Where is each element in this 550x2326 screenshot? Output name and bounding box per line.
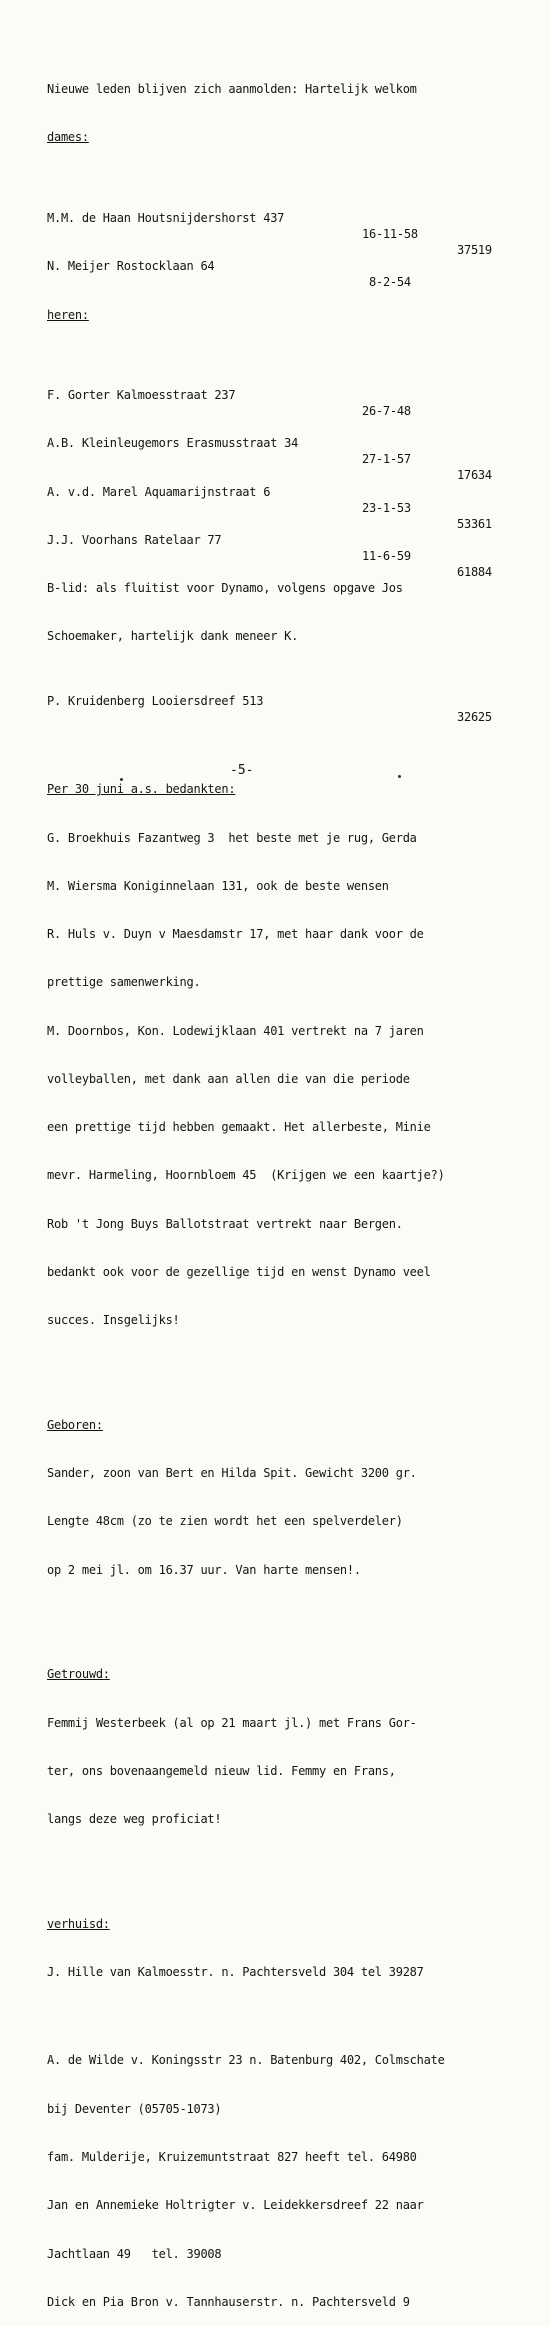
blid-line: Schoemaker, hartelijk dank meneer K. [47, 629, 299, 644]
geboren-heading: Geboren: [47, 1417, 103, 1432]
paragraph-line: R. Huls v. Duyn v Maesdamstr 17, met haar dank voor de [47, 927, 424, 942]
member-name: J.J. Voorhans Ratelaar 77 [47, 532, 222, 547]
paragraph-line: Jan en Annemieke Holtrigter v. Leidekkersdreef 22 naar [47, 2198, 424, 2213]
member-date: 23-1-53 [362, 500, 411, 515]
document-page [47, 49, 527, 2326]
member-tel: 32625 [457, 709, 492, 724]
member-tel: 37519 [457, 243, 492, 258]
verhuisd-heading: verhuisd: [47, 1916, 110, 1931]
paragraph-line: Dick en Pia Bron v. Tannhauserstr. n. Pachtersveld 9 [47, 2294, 410, 2309]
page-number: -5- [230, 763, 254, 778]
member-row [47, 371, 527, 419]
paragraph-line: mevr. Harmeling, Hoornbloem 45 (Krijgen we een kaartje?) [47, 1168, 445, 1183]
paragraph-line: fam. Mulderije, Kruizemuntstraat 827 heeft tel. 64980 [47, 2150, 417, 2164]
speck-mark [120, 778, 123, 781]
member-tel: 53361 [457, 516, 492, 531]
paragraph-line: G. Broekhuis Fazantweg 3 het beste met je rug, Gerda [47, 830, 417, 845]
paragraph-line: op 2 mei jl. om 16.37 uur. Van harte mensen!. [47, 1562, 361, 1577]
blid-line: B-lid: als fluitist voor Dynamo, volgens opgave Jos [47, 581, 403, 596]
paragraph-line: prettige samenwerking. [47, 975, 201, 990]
member-row [47, 419, 527, 483]
heren-heading: heren: [47, 307, 89, 322]
member-name: F. Gorter Kalmoesstraat 237 [47, 387, 236, 402]
member-name: M.M. de Haan Houtsnijdershorst 437 [47, 210, 285, 225]
paragraph-line: J. Hille van Kalmoesstr. n. Pachtersveld 304 tel 39287 [47, 1964, 424, 1979]
intro-line: Nieuwe leden blijven zich aanmolden: Hartelijk welkom [47, 82, 417, 97]
paragraph-line: A. de Wilde v. Koningsstr 23 n. Batenburg 402, Colmschate [47, 2053, 445, 2068]
member-row [47, 677, 527, 724]
paragraph-line: volleyballen, met dank aan allen die van die periode [47, 1071, 410, 1086]
member-date: 11-6-59 [362, 548, 411, 563]
getrouwd-heading: Getrouwd: [47, 1667, 110, 1682]
member-date: 26-7-48 [362, 404, 411, 419]
member-row [47, 467, 527, 531]
paragraph-line: langs deze weg proficiat! [47, 1812, 222, 1827]
speck-mark [398, 775, 401, 778]
paragraph-line: succes. Insgelijks! [47, 1313, 180, 1328]
paragraph-line: Lengte 48cm (zo te zien wordt het een spelverdeler) [47, 1514, 403, 1529]
paragraph-line: ter, ons bovenaangemeld nieuw lid. Femmy en Frans, [47, 1763, 396, 1778]
member-date: 8-2-54 [369, 275, 411, 290]
paragraph-line: M. Doornbos, Kon. Lodewijklaan 401 vertrekt na 7 jaren [47, 1023, 424, 1038]
paragraph-line: Rob 't Jong Buys Ballotstraat vertrekt naar Bergen. [47, 1216, 403, 1231]
member-name: N. Meijer Rostocklaan 64 [47, 259, 215, 274]
member-name: A. v.d. Marel Aquamarijnstraat 6 [47, 484, 271, 499]
paragraph-line: bedankt ook voor de gezellige tijd en wenst Dynamo veel [47, 1265, 431, 1280]
member-row [47, 516, 527, 579]
dames-heading: dames: [47, 130, 89, 145]
paragraph-line: een prettige tijd hebben gemaakt. Het allerbeste, Minie [47, 1120, 431, 1135]
paragraph-line: Sander, zoon van Bert en Hilda Spit. Gewicht 3200 gr. [47, 1466, 417, 1481]
paragraph-line: bij Deventer (05705-1073) [47, 2101, 222, 2116]
paragraph-line: Jachtlaan 49 tel. 39008 [47, 2246, 222, 2261]
member-tel: 17634 [457, 468, 492, 483]
bedankt-heading: Per 30 juni a.s. bedankten: [47, 782, 236, 797]
member-tel: 61884 [457, 565, 492, 579]
paragraph-line: Femmij Westerbeek (al op 21 maart jl.) met Frans Gor- [47, 1715, 417, 1730]
member-date: 27-1-57 [362, 452, 411, 467]
member-row [47, 194, 527, 258]
paragraph-line: M. Wiersma Koniginnelaan 131, ook de beste wensen [47, 878, 389, 893]
member-name: A.B. Kleinleugemors Erasmusstraat 34 [47, 436, 299, 451]
member-row [47, 242, 527, 290]
member-date: 16-11-58 [362, 227, 418, 242]
member-name: P. Kruidenberg Looiersdreef 513 [47, 693, 264, 708]
